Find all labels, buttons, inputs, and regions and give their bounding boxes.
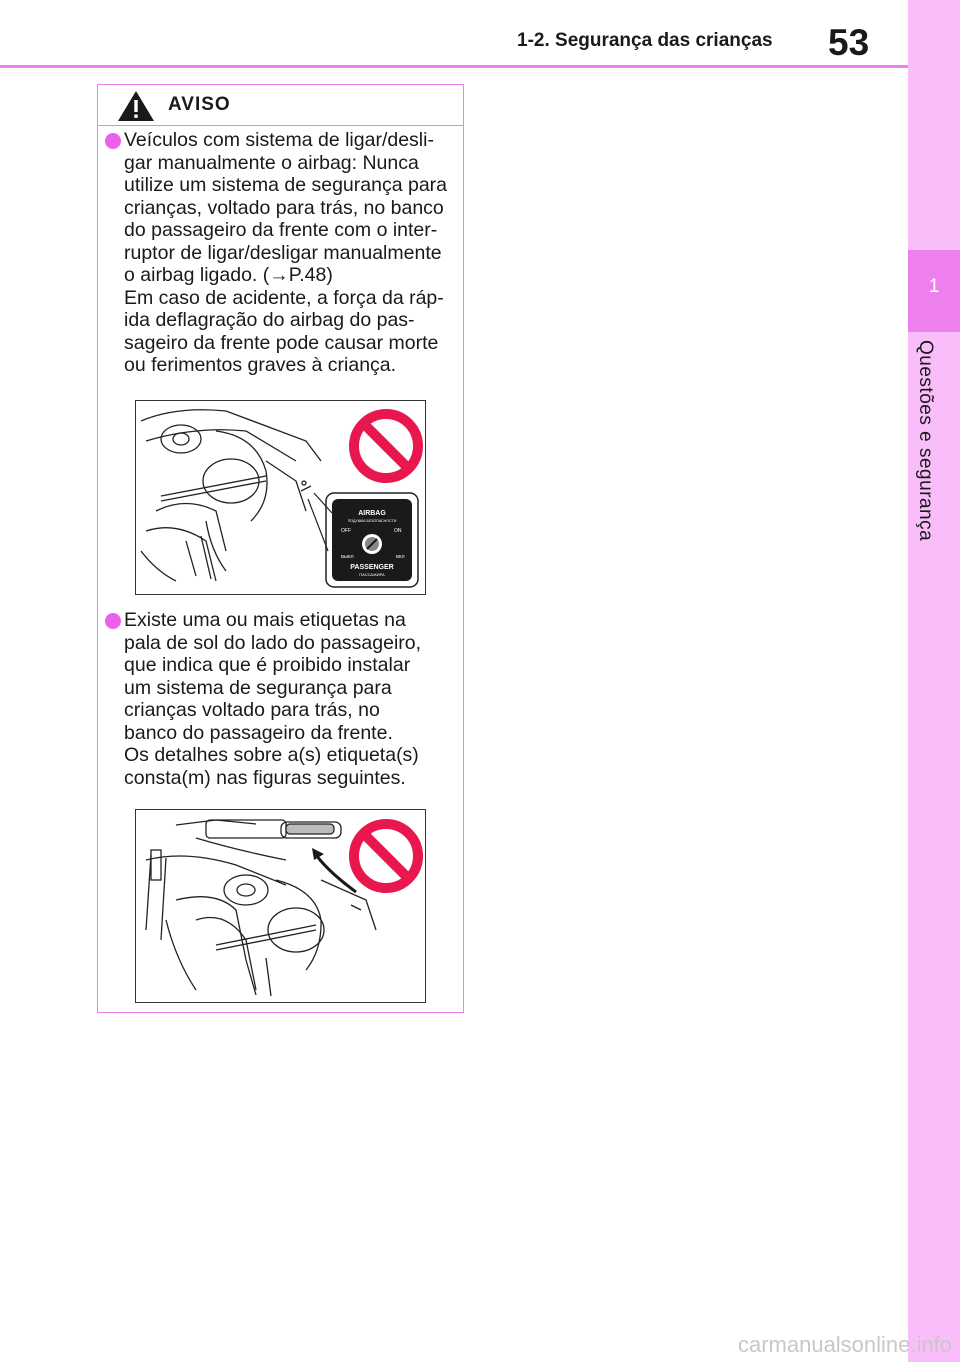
bullet-icon [105, 133, 121, 149]
warning-triangle-icon [116, 89, 156, 123]
switch-label-airbag-ru: ПОДУШКА БЕЗОПАСНОСТИ [347, 519, 397, 523]
chapter-name: Questões e segurança [915, 340, 936, 542]
bullet-icon [105, 613, 121, 629]
prohibition-icon [348, 818, 424, 894]
switch-label-airbag: AIRBAG [358, 510, 386, 517]
prohibition-icon [348, 408, 424, 484]
chapter-side-tab [908, 0, 960, 1362]
warning-title: AVISO [168, 94, 231, 115]
warning-item-1-text: Veículos com sistema de ligar/desli- gar manualmente o airbag: Nunca utilize um sistema de segurança para crianças, voltado para trás, no banco do passageiro da frente com o inter- ruptor de ligar/desligar manualmente o airbag ligado. (→P.48) Em caso de acidente, a força da ráp- ida deflagração do airbag do pas- sageiro da frente pode causar morte ou ferimentos graves à criança. [124, 129, 447, 376]
switch-label-on: ON [394, 528, 402, 534]
switch-label-off-ru: ВЫКЛ [341, 554, 354, 559]
switch-label-on-ru: ВКЛ [396, 554, 405, 559]
switch-label-off: OFF [341, 528, 351, 534]
page-number: 53 [828, 22, 870, 63]
footer-brand[interactable]: carmanualsonline.info [737, 1332, 952, 1357]
warning-header [98, 85, 463, 126]
header-rule [0, 65, 908, 68]
section-title: 1-2. Segurança das crianças [517, 30, 773, 51]
switch-label-passenger-ru: ПАССАЖИРА [359, 572, 385, 577]
switch-label-passenger: PASSENGER [350, 564, 394, 571]
chapter-number: 1 [928, 276, 940, 297]
warning-item-2-text: Existe uma ou mais etiquetas na pala de sol do lado do passageiro, que indica que é proibido instalar um sistema de segurança para crianças voltado para trás, no banco do passageiro da frente. Os detalhes sobre a(s) etiqueta(s) consta(m) nas figuras seguintes. [124, 609, 422, 789]
